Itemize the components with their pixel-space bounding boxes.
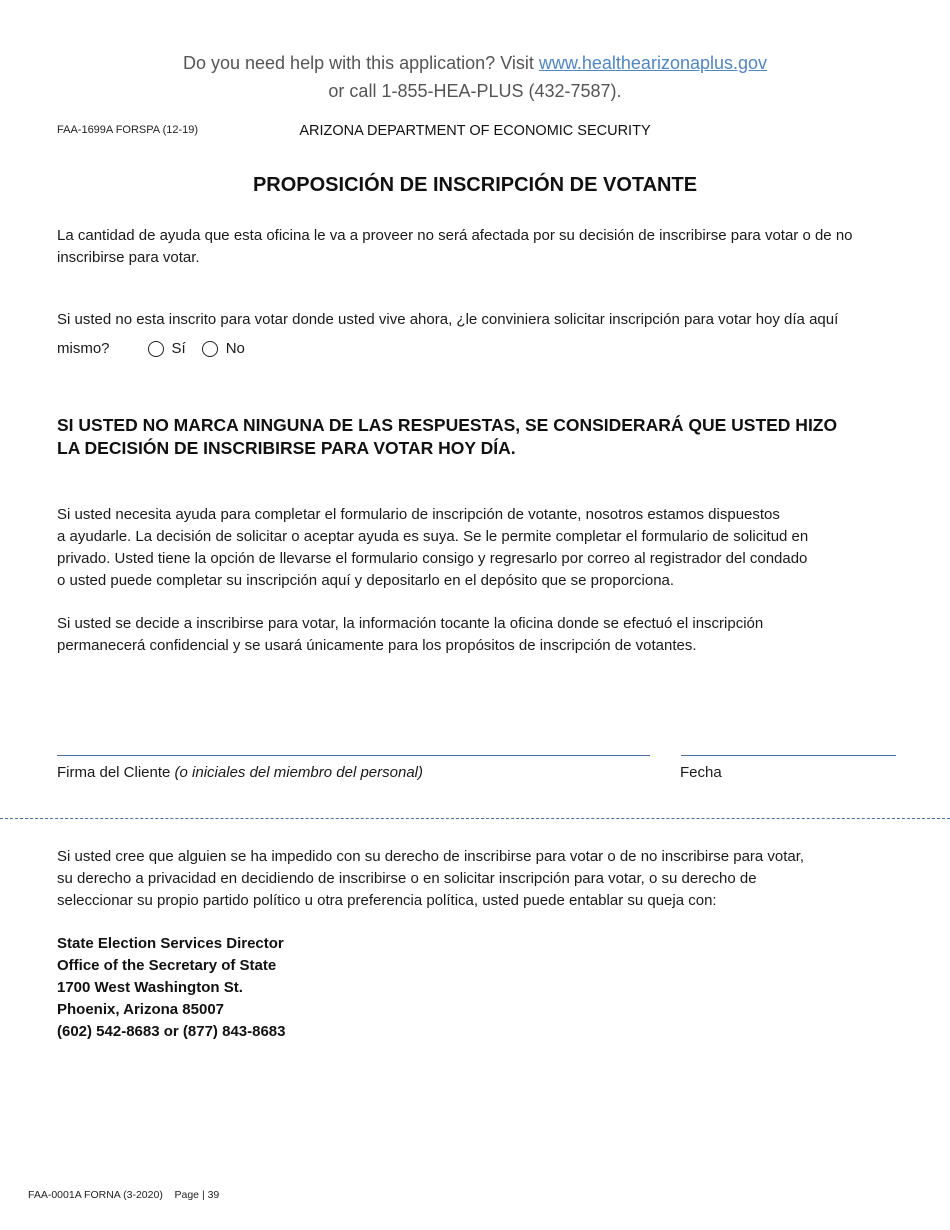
staff-initials-text: (o iniciales del miembro del personal) <box>174 764 423 781</box>
assistance-paragraph <box>57 504 897 592</box>
question-text-end: mismo? <box>57 340 110 357</box>
date-signature-line[interactable] <box>681 755 896 756</box>
paragraph-line: permanecerá confidencial y se usará únicamente para los propósitos de inscripción de votantes. <box>57 637 697 654</box>
paragraph-line: o usted puede completar su inscripción aquí y depositarlo en el depósito que se proporciona. <box>57 572 675 589</box>
department-name: ARIZONA DEPARTMENT OF ECONOMIC SECURITY <box>299 123 651 139</box>
client-signature-line[interactable] <box>57 755 650 756</box>
paragraph-line: privado. Usted tiene la opción de llevarse el formulario consigo y regresarlo por correo al registrador del condado <box>57 550 808 567</box>
client-signature-text: Firma del Cliente <box>57 764 175 781</box>
question-text: Si usted no esta inscrito para votar donde usted vive ahora, ¿le conviniera solicitar inscripción para votar hoy día aquí <box>57 311 839 328</box>
address-line: Office of the Secretary of State <box>57 957 277 974</box>
page-footer <box>28 1189 219 1201</box>
radio-option-si[interactable] <box>148 340 186 357</box>
page-title: PROPOSICIÓN DE INSCRIPCIÓN DE VOTANTE <box>252 174 698 196</box>
radio-circle-icon[interactable] <box>148 341 164 357</box>
footer-page-number: Page | 39 <box>174 1189 220 1201</box>
paragraph-line: seleccionar su propio partido político u otra preferencia política, usted puede entablar su queja con: <box>57 892 717 909</box>
warning-notice <box>57 414 907 460</box>
help-line-2: or call 1-855-HEA-PLUS (432-7587). <box>328 81 622 101</box>
address-phone: (602) 542-8683 or (877) 843-8683 <box>57 1023 286 1040</box>
paragraph-line: Si usted se decide a inscribirse para votar, la información tocante la oficina donde se efectuó el inscripción <box>57 615 764 632</box>
cut-line-divider <box>0 818 950 819</box>
address-line: 1700 West Washington St. <box>57 979 243 996</box>
help-website-link[interactable]: www.healthearizonaplus.gov <box>538 53 768 73</box>
complaint-address <box>57 933 286 1043</box>
radio-circle-icon[interactable] <box>202 341 218 357</box>
paragraph-line: Si usted necesita ayuda para completar el formulario de inscripción de votante, nosotros estamos dispuestos <box>57 506 780 523</box>
question-answer-row <box>57 340 245 357</box>
warning-line-2: LA DECISIÓN DE INSCRIBIRSE PARA VOTAR HOY DÍA. <box>57 438 516 458</box>
warning-line-1: SI USTED NO MARCA NINGUNA DE LAS RESPUESTAS, SE CONSIDERARÁ QUE USTED HIZO <box>57 415 838 435</box>
client-signature-label <box>57 764 423 781</box>
help-line-1 <box>0 53 950 74</box>
radio-label-si: Sí <box>171 340 186 357</box>
confidentiality-paragraph <box>57 613 897 657</box>
complaint-paragraph <box>57 846 897 912</box>
intro-paragraph: La cantidad de ayuda que esta oficina le va a proveer no será afectada por su decisión de inscribirse para votar o de no inscribirse para votar. <box>57 227 853 266</box>
address-line: Phoenix, Arizona 85007 <box>57 1001 225 1018</box>
paragraph-line: a ayudarle. La decisión de solicitar o aceptar ayuda es suya. Se le permite completar el formulario de solicitud en <box>57 528 809 545</box>
radio-label-no: No <box>225 340 245 357</box>
paragraph-line: su derecho a privacidad en decidiendo de inscribirse o en solicitar inscripción para votar, o su derecho de <box>57 870 757 887</box>
address-line: State Election Services Director <box>57 935 284 952</box>
radio-option-no[interactable] <box>202 340 245 357</box>
date-label: Fecha <box>680 764 722 781</box>
paragraph-line: Si usted cree que alguien se ha impedido con su derecho de inscribirse para votar o de no inscribirse para votar, <box>57 848 805 865</box>
footer-form-code: FAA-0001A FORNA (3-2020) <box>28 1189 163 1201</box>
form-code: FAA-1699A FORSPA (12-19) <box>57 124 199 136</box>
help-prefix: Do you need help with this application? Visit <box>182 53 539 73</box>
